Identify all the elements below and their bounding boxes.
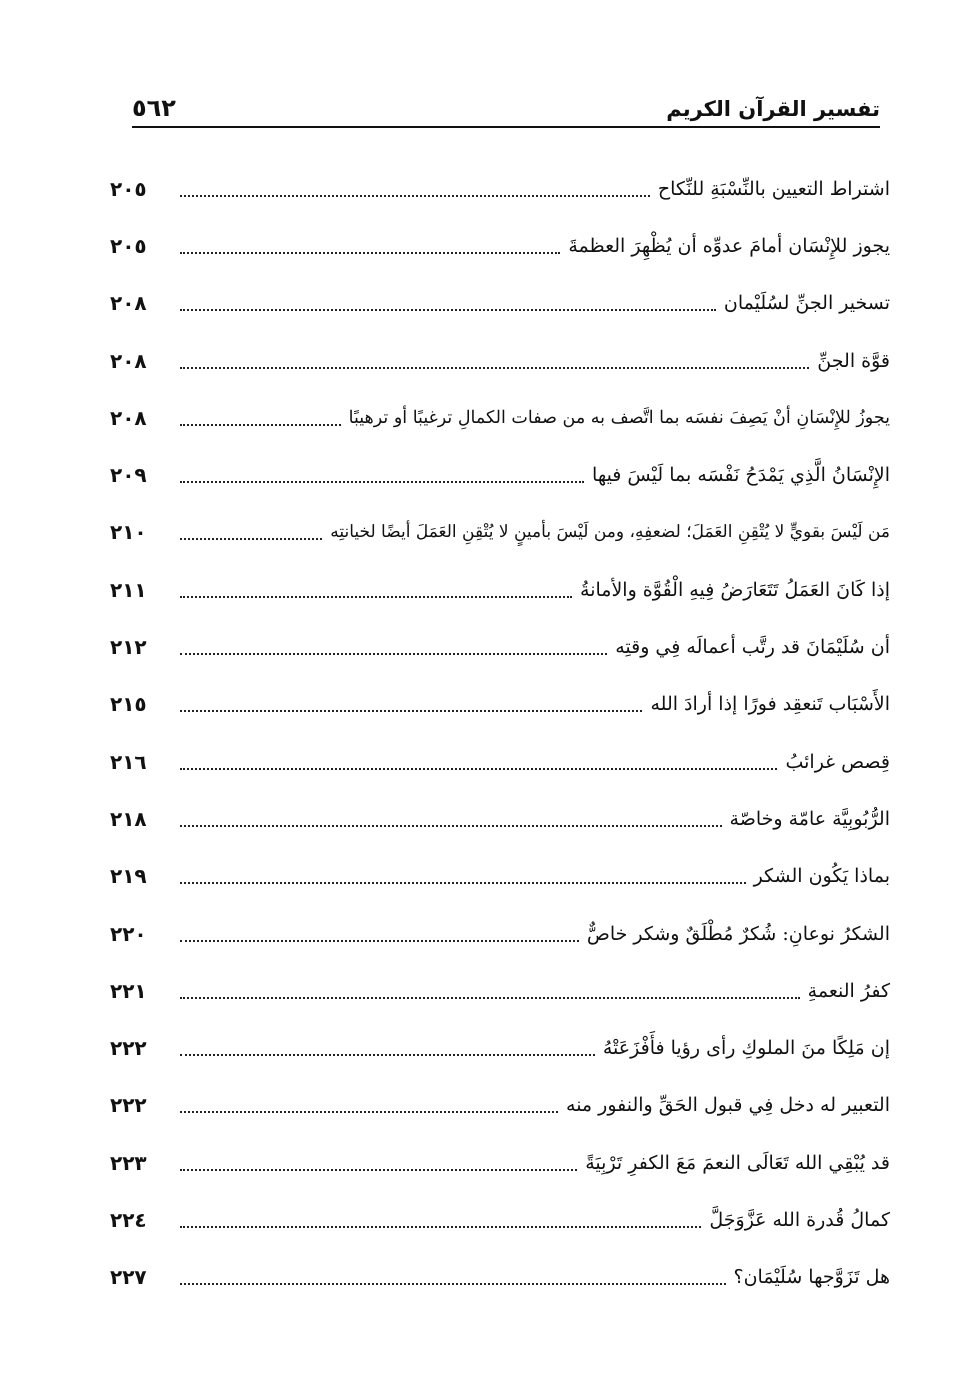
toc-entry-title: يجوز للإِنْسَان أمامَ عدوِّه أن يُظْهِرَ العظمةَ bbox=[568, 234, 890, 257]
toc-entry[interactable] bbox=[110, 676, 890, 733]
toc-entry[interactable] bbox=[110, 733, 890, 790]
toc-entry[interactable] bbox=[110, 332, 890, 389]
toc-entry[interactable] bbox=[110, 1134, 890, 1191]
toc-entry-page: ٢٢١ bbox=[110, 978, 147, 1003]
toc-entry-page: ٢١٠ bbox=[110, 520, 147, 545]
toc-entry-page: ٢٠٩ bbox=[110, 463, 147, 488]
dot-leader bbox=[180, 1111, 558, 1113]
toc-entry-title: أن سُلَيْمَانَ قد رتَّب أعمالَه فِي وقتِه bbox=[615, 636, 890, 659]
dot-leader bbox=[180, 1169, 577, 1171]
toc-entry-title: يجوزُ للإِنْسَانِ أنْ يَصِفَ نفسَه بما اتَّصف به من صفات الكمالِ ترغيبًا أو ترهيبًا bbox=[348, 407, 890, 428]
dot-leader bbox=[180, 538, 322, 540]
toc-entry-page: ٢٢٢ bbox=[110, 1093, 147, 1118]
dot-leader bbox=[180, 882, 746, 884]
toc-entry-title: إن مَلِكًا منَ الملوكِ رأى رؤيا فأَفْزَعَتْهُ bbox=[602, 1037, 890, 1060]
dot-leader bbox=[180, 367, 809, 369]
toc-entry[interactable] bbox=[110, 790, 890, 847]
toc-entry-title: قد يُبْقِي الله تَعَالَى النعمَ مَعَ الكفرِ تَرْبِيَةً bbox=[585, 1151, 890, 1174]
toc-entry[interactable] bbox=[110, 1019, 890, 1076]
toc-entry[interactable] bbox=[110, 217, 890, 274]
toc-entry[interactable] bbox=[110, 504, 890, 561]
toc-entry-page: ٢١٨ bbox=[110, 806, 147, 831]
toc-entry-page: ٢١١ bbox=[110, 577, 147, 602]
toc-entry-page: ٢٠٥ bbox=[110, 233, 147, 258]
toc-entry-title: التعبير له دخل فِي قبول الحَقِّ والنفور منه bbox=[566, 1094, 890, 1117]
toc-entry[interactable] bbox=[110, 962, 890, 1019]
toc-entry[interactable] bbox=[110, 1249, 890, 1306]
toc-entry[interactable] bbox=[110, 1191, 890, 1248]
dot-leader bbox=[180, 1226, 701, 1228]
page-number: ٥٦٢ bbox=[132, 94, 176, 122]
toc-entry-page: ٢٠٨ bbox=[110, 291, 147, 316]
toc-entry-title: بماذا يَكُون الشكر bbox=[753, 865, 890, 888]
dot-leader bbox=[180, 940, 579, 942]
toc-entry-title: الأَسْبَاب تَنعقِد فورًا إذا أرادَ الله bbox=[650, 693, 890, 716]
dot-leader bbox=[180, 424, 341, 426]
toc-entry[interactable] bbox=[110, 275, 890, 332]
toc-entry-page: ٢٠٨ bbox=[110, 348, 147, 373]
toc-entry[interactable] bbox=[110, 848, 890, 905]
toc-entry-title: الشكرُ نوعانِ: شُكرٌ مُطْلَقٌ وشكر خاصٌّ bbox=[586, 922, 890, 945]
toc-entry[interactable] bbox=[110, 905, 890, 962]
toc-entry-title: كفرُ النعمةِ bbox=[807, 979, 890, 1002]
toc-entry-page: ٢١٦ bbox=[110, 749, 147, 774]
toc-entry-page: ٢١٥ bbox=[110, 692, 147, 717]
toc-entry[interactable] bbox=[110, 160, 890, 217]
dot-leader bbox=[180, 997, 800, 999]
toc-entry-title: الإِنْسَانُ الَّذِي يَمْدَحُ نَفْسَه بما لَيْسَ فيها bbox=[592, 464, 890, 487]
toc-entry[interactable] bbox=[110, 561, 890, 618]
toc-entry-page: ٢٢٠ bbox=[110, 921, 147, 946]
toc-entry-title: تسخير الجنِّ لسُلَيْمان bbox=[723, 292, 890, 315]
toc-entry-title: قِصص غرائبُ bbox=[785, 750, 890, 773]
toc-entry[interactable] bbox=[110, 618, 890, 675]
toc-entry[interactable] bbox=[110, 1077, 890, 1134]
dot-leader bbox=[180, 653, 607, 655]
toc-entry-page: ٢٢٤ bbox=[110, 1207, 147, 1232]
toc-entry-title: مَن لَيْسَ بقويٍّ لا يُتْقِنِ العَمَلَ؛ لضعفِهِ، ومن لَيْسَ بأمينٍ لا يُتْقِنِ العَمَلَ أيضًا لخيانتِه bbox=[330, 522, 890, 543]
dot-leader bbox=[180, 596, 572, 598]
dot-leader bbox=[180, 1054, 595, 1056]
book-title: تفسير القرآن الكريم bbox=[666, 97, 880, 121]
toc-entry-title: قوَّة الجنِّ bbox=[817, 349, 890, 372]
running-header bbox=[132, 88, 880, 128]
dot-leader bbox=[180, 481, 584, 483]
toc-entry-page: ٢٢٧ bbox=[110, 1265, 147, 1290]
toc-entry-title: إذا كَانَ العَمَلُ تَتَعَارَضُ فِيهِ الْقُوَّة والأمانةُ bbox=[580, 578, 890, 601]
dot-leader bbox=[180, 825, 722, 827]
toc-entry-title: كمالُ قُدرة الله عَزَّوَجَلَّ bbox=[709, 1208, 890, 1231]
toc-entry-page: ٢١٩ bbox=[110, 864, 147, 889]
toc-entry-page: ٢١٢ bbox=[110, 635, 147, 660]
toc-entry-title: اشتراط التعيين بالنِّسْبَةِ للنِّكاح bbox=[657, 177, 890, 200]
dot-leader bbox=[180, 252, 560, 254]
dot-leader bbox=[180, 1283, 726, 1285]
toc-entry[interactable] bbox=[110, 389, 890, 446]
toc-entry-page: ٢٠٨ bbox=[110, 405, 147, 430]
toc-entry-page: ٢٠٥ bbox=[110, 176, 147, 201]
toc-entry-title: هل تَزَوَّجها سُلَيْمَان؟ bbox=[733, 1266, 890, 1289]
toc-entry-page: ٢٢٢ bbox=[110, 1036, 147, 1061]
dot-leader bbox=[180, 309, 716, 311]
dot-leader bbox=[180, 710, 642, 712]
dot-leader bbox=[180, 768, 777, 770]
toc-entry-title: الرُّبُوبِيَّة عامّة وخاصّة bbox=[729, 807, 890, 830]
table-of-contents bbox=[110, 160, 890, 1306]
toc-entry[interactable] bbox=[110, 446, 890, 503]
dot-leader bbox=[180, 195, 650, 197]
toc-entry-page: ٢٢٣ bbox=[110, 1150, 147, 1175]
